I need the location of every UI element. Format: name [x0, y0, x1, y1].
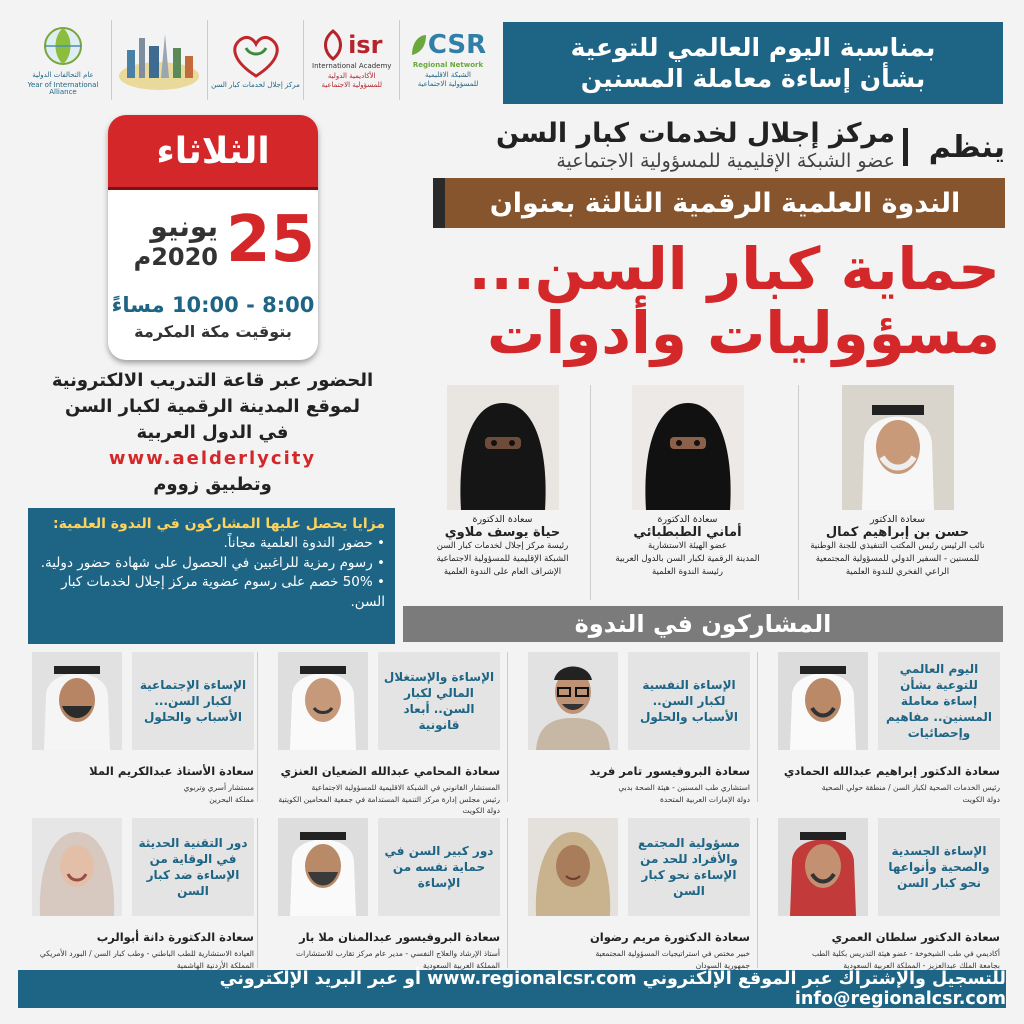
speaker-description: الإشراف العام على الندوة العلمية — [443, 566, 562, 577]
speaker-name: أماني الطبطبائي — [633, 525, 742, 540]
header-line-2: بشأن إساءة معاملة المسنين — [580, 64, 926, 93]
speaker-description-line: مستشار أسري وتربوي — [183, 783, 254, 792]
speaker-topic: الإساءة والإستغلال المالي لكبار السن.. أبعاد قانونية — [378, 652, 500, 750]
logo-divider — [111, 20, 112, 100]
top-speaker-card — [810, 385, 985, 578]
speaker-description — [22, 782, 254, 805]
csr-logo-sub: Regional Network — [412, 60, 484, 69]
globe-leaf-icon — [39, 22, 87, 70]
speaker-honorific: سعادة الدكتورة — [472, 514, 533, 525]
skyline-logo — [114, 17, 204, 103]
calendar-year: 2020م — [133, 243, 218, 271]
benefits-list — [38, 534, 385, 612]
isr-logo-ar2: للمسؤولية الاجتماعية — [321, 81, 383, 90]
card-divider — [507, 652, 508, 802]
speaker-photo — [528, 652, 618, 750]
speaker-photo — [778, 818, 868, 916]
symposium-banner: الندوة العلمية الرقمية الثالثة بعنوان — [445, 178, 1005, 228]
calendar-timezone: بتوقيت مكة المكرمة — [134, 322, 292, 341]
speaker-topic: الإساءة النفسية لكبار السن.. الأسباب والحلول — [628, 652, 750, 750]
speaker-description-line: العيادة الاستشارية للطب الباطني - وطب كبار السن / البورد الأمريكي — [39, 949, 254, 958]
csr-mark — [410, 30, 486, 60]
speaker-description — [518, 948, 750, 971]
header-line-1: بمناسبة اليوم العالمي للتوعية — [570, 32, 936, 62]
logo-divider — [303, 20, 304, 100]
man-ghutra-portrait-icon — [278, 652, 368, 750]
speaker-name: سعادة المحامي عبدالله الضعيان العنزي — [280, 764, 500, 778]
speaker-topic: اليوم العالمي للتوعية بشأن إساءة معاملة المسنين.. مفاهيم وإحصائيات — [878, 652, 1000, 750]
heart-icon — [228, 30, 284, 80]
attendance-info — [20, 368, 405, 498]
top-speaker-card — [415, 385, 590, 578]
isr-logo-sub: International Academy — [312, 61, 392, 70]
speaker-topic: الإساءة الجسدية والصحية وأنواعها نحو كبار السن — [878, 818, 1000, 916]
speaker-description — [268, 782, 500, 817]
speaker-name: سعادة الأستاذ عبدالكريم الملا — [89, 764, 254, 778]
speaker-photo — [447, 385, 559, 510]
isr-logo-ar1: الأكاديمية الدولية — [327, 71, 376, 80]
speaker-description: للمسنين - السفير الدولي للمسؤولية المجتمعية — [815, 553, 980, 564]
calendar-day: الثلاثاء — [108, 115, 318, 190]
speaker-card — [268, 652, 500, 816]
benefit-item: • رسوم رمزية للراغبين في الحصول على شهادة حضور دولية. — [38, 554, 385, 574]
alliance-logo-ar: عام التحالفات الدولية — [32, 70, 94, 79]
card-divider — [507, 818, 508, 968]
website-link[interactable]: www.aelderlycity — [108, 448, 317, 470]
speaker-card — [268, 818, 500, 978]
speaker-description — [768, 948, 1000, 971]
header-banner — [503, 22, 1003, 104]
speaker-description: الراعي الفخري للندوة العلمية — [845, 566, 950, 577]
speaker-name: سعادة الدكتور إبراهيم عبدالله الحمادي — [783, 764, 1000, 778]
attendance-line-1: الحضور عبر قاعة التدريب الالكترونية — [51, 370, 374, 391]
speaker-name: حياة يوسف ملاوي — [444, 525, 561, 540]
speaker-name: سعادة البروفيسور تامر فريد — [589, 764, 750, 778]
benefit-item: • حضور الندوة العلمية مجاناً. — [38, 534, 385, 554]
speaker-name: سعادة الدكتورة مريم رضوان — [589, 930, 750, 944]
alliance-logo-en: Year of International Alliance — [27, 80, 99, 97]
speaker-description-line: المستشار القانوني في الشبكة الاقليمية للمسؤولية الاجتماعية — [311, 783, 500, 792]
speaker-name: سعادة البروفيسور عبدالمنان ملا بار — [299, 930, 500, 944]
speaker-topic: دور التقنية الحديثة في الوقاية من الإساءة ضد كبار السن — [132, 818, 254, 916]
speaker-card — [768, 818, 1000, 978]
main-title-line-1: حماية كبار السن... — [468, 235, 1000, 303]
speaker-description-line: جمهورية السودان — [695, 960, 750, 970]
speaker-description: نائب الرئيس رئيس المكتب التنفيذي للجنة الوطنية — [810, 541, 985, 551]
speaker-description-line: مملكة البحرين — [209, 794, 254, 804]
speaker-photo — [32, 652, 122, 750]
speaker-description-line: أستاذ الإرشاد والعلاج النفسي - مدير عام مركز تقارب للاستشارات — [296, 949, 500, 958]
csr-logo-ar2: للمسؤولية الاجتماعية — [417, 80, 479, 89]
speaker-description-line: المملكة الأردنية الهاشمية — [176, 960, 254, 970]
speaker-description-line: المملكة العربية السعودية — [423, 960, 500, 970]
ijlal-logo-text: مركز إجلال لخدمات كبار السن — [211, 80, 300, 89]
speaker-photo — [278, 818, 368, 916]
speaker-topic: دور كبير السن في حماية نفسه من الإساءة — [378, 818, 500, 916]
speaker-description: الشبكة الإقليمية للمسؤولية الاجتماعية — [436, 553, 569, 564]
speaker-card — [518, 818, 750, 978]
speaker-description: عضو الهيئة الاستشارية — [648, 541, 727, 551]
card-divider — [757, 818, 758, 968]
csr-logo — [403, 17, 493, 103]
speaker-photo — [32, 818, 122, 916]
man-ghutra-portrait-icon — [842, 385, 954, 510]
woman-hijab-portrait-icon — [32, 818, 122, 916]
speaker-description-line: دولة الإمارات العربية المتحدة — [659, 794, 750, 804]
speaker-description: رئيسة الندوة العلمية — [651, 566, 724, 577]
organizer-verb: ينظم — [928, 130, 1005, 165]
speaker-description-line: أكاديمي في طب الشيخوخة - عضو هيئة التدريس بكلية الطب — [811, 949, 1000, 958]
main-title-line-2: مسؤوليات وأدوات — [487, 299, 1000, 367]
card-divider — [757, 652, 758, 802]
speaker-name: حسن بن إبراهيم كمال — [825, 525, 970, 540]
organizer-name: مركز إجلال لخدمات كبار السن — [495, 118, 895, 149]
speaker-description: المدينة الرقمية لكبار السن بالدول العربية — [615, 553, 760, 564]
speaker-card — [22, 818, 254, 978]
speaker-card — [22, 652, 254, 812]
speaker-description-line: بجامعة الملك عبدالعزيز - المملكة العربية السعودية — [843, 960, 1000, 970]
isr-logo — [307, 17, 397, 103]
registration-footer[interactable]: للتسجيل والإشتراك عبر الموقع الإلكتروني www.regionalcsr.com أو عبر البريد الإلكتروني info@regionalcsr.com — [18, 970, 1006, 1008]
speaker-description — [268, 948, 500, 971]
speaker-photo — [778, 652, 868, 750]
speaker-description — [768, 782, 1000, 805]
speaker-photo — [528, 818, 618, 916]
speaker-description-line: خبير مختص في استراتيجيات المسؤولية المجتمعية — [595, 949, 750, 958]
veiled-woman-portrait-icon — [632, 385, 744, 510]
speaker-divider — [590, 385, 591, 600]
attendance-line-4: وتطبيق زووم — [153, 474, 272, 496]
ijlal-logo — [211, 17, 301, 103]
leaf-icon — [410, 33, 428, 57]
attendance-line-2: لموقع المدينة الرقمية لكبار السن — [64, 396, 361, 418]
speaker-honorific: سعادة الدكتورة — [657, 514, 718, 525]
speaker-topic: مسؤولية المجتمع والأفراد للحد من الإساءة نحو كبار السن — [628, 818, 750, 916]
man-ghutra-portrait-icon — [278, 818, 368, 916]
speaker-description-line: دولة الكويت — [462, 806, 500, 816]
benefit-item: • 50% خصم على رسوم عضوية مركز إجلال لخدمات كبار السن. — [38, 573, 385, 612]
benefits-box — [28, 508, 395, 644]
speaker-description — [518, 782, 750, 805]
card-divider — [257, 818, 258, 968]
veiled-woman-portrait-icon — [447, 385, 559, 510]
speaker-card — [518, 652, 750, 812]
city-skyline-icon — [115, 28, 203, 92]
speaker-description-line: دولة الكويت — [962, 794, 1000, 804]
logo-divider — [399, 20, 400, 100]
man-glasses-portrait-icon — [528, 652, 618, 750]
ornament-icon — [321, 29, 345, 61]
man-ghutra-portrait-icon — [32, 652, 122, 750]
logo-divider — [207, 20, 208, 100]
speaker-topic: الإساءة الإجتماعية لكبار السن... الأسباب والحلول — [132, 652, 254, 750]
speaker-photo — [278, 652, 368, 750]
man-ghutra-portrait-icon — [778, 652, 868, 750]
speaker-honorific: سعادة الدكتور — [869, 514, 926, 525]
attendance-line-3: في الدول العربية — [136, 422, 289, 444]
top-speaker-card — [600, 385, 775, 578]
speaker-description-line: رئيس الخدمات الصحية لكبار السن / منطقة حولي الصحية — [821, 783, 1000, 792]
card-divider — [257, 652, 258, 802]
organizer-membership: عضو الشبكة الإقليمية للمسؤولية الاجتماعية — [556, 150, 895, 172]
speaker-description: رئيسة مركز إجلال لخدمات كبار السن — [436, 541, 569, 551]
date-calendar — [108, 115, 318, 360]
partner-logos — [18, 12, 493, 107]
woman-scarf-portrait-icon — [528, 818, 618, 916]
calendar-month: يونيو — [150, 210, 218, 243]
speaker-divider — [798, 385, 799, 600]
csr-logo-ar1: الشبكة الاقليمية — [425, 70, 471, 79]
organizer-divider — [903, 128, 908, 166]
speaker-card — [768, 652, 1000, 812]
speaker-description-line: رئيس مجلس إدارة مركز التنمية المستدامة في جمعية المحامين الكويتية — [278, 794, 500, 804]
csr-logo-title: CSR — [427, 29, 487, 60]
speaker-photo — [842, 385, 954, 510]
speaker-description-line: استشاري طب المسنين - هيئة الصحة بدبي — [618, 783, 750, 792]
speaker-name: سعادة الدكتورة دانة أبوالرب — [96, 930, 254, 944]
isr-mark — [321, 29, 382, 61]
man-red-shemagh-portrait-icon — [778, 818, 868, 916]
alliance-logo — [18, 17, 108, 103]
participants-heading: المشاركون في الندوة — [403, 606, 1003, 642]
calendar-date: 25 — [226, 203, 316, 277]
isr-logo-title: isr — [348, 30, 383, 59]
calendar-time: 8:00 - 10:00 مساءً — [111, 293, 315, 317]
speaker-photo — [632, 385, 744, 510]
speaker-name: سعادة الدكتور سلطان العمري — [831, 930, 1000, 944]
benefits-title: مزايا يحصل عليها المشاركون في الندوة العلمية: — [53, 516, 385, 532]
speaker-description — [22, 948, 254, 971]
